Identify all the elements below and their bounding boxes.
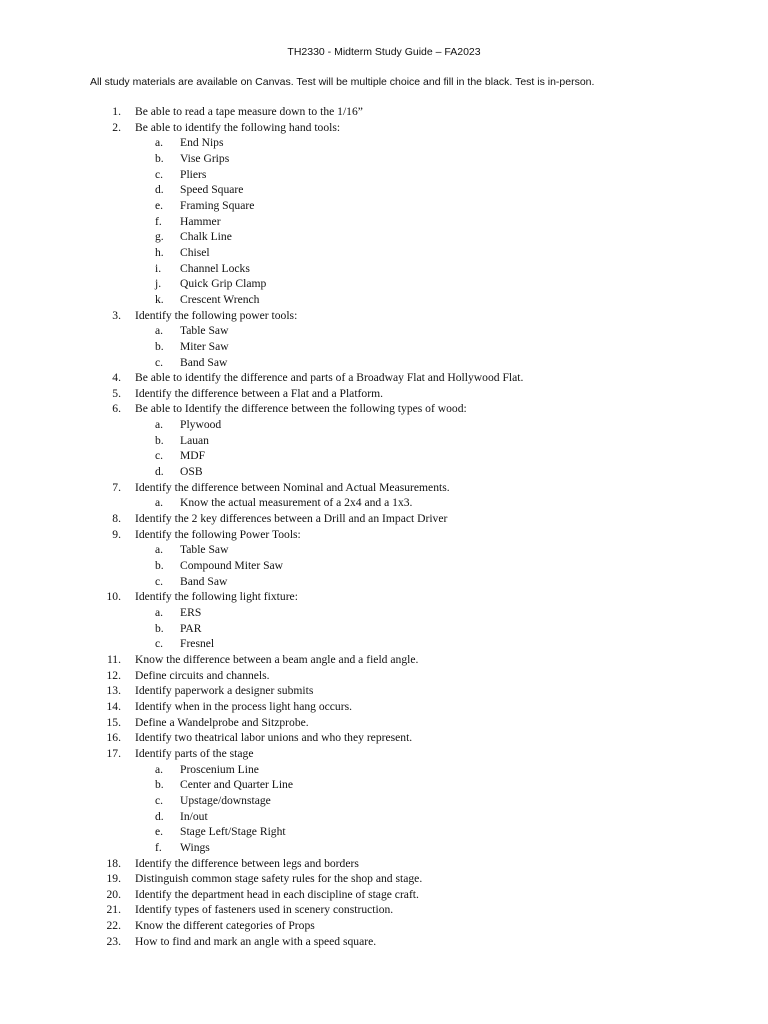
subitem-text: Proscenium Line [180,762,259,776]
subitem-text: Crescent Wrench [180,292,260,306]
subitem-letter: c. [155,167,164,181]
item-number: 1. [112,105,121,118]
subitem-text: ERS [180,606,202,619]
item-text: Be able to Identify the difference between the following types of wood: [135,402,467,416]
subitem-letter: a. [155,606,164,619]
subitem-letter: b. [155,778,164,792]
outline-subitem [0,793,768,809]
subitem-letter: c. [155,449,164,463]
outline-item [0,746,768,762]
item-number: 17. [106,746,121,760]
subitem-text: Quick Grip Clamp [180,277,267,291]
subitem-text: OSB [180,465,203,479]
item-number: 20. [106,887,121,901]
outline-item [0,511,768,527]
item-number: 13. [106,684,121,698]
subitem-letter: a. [155,762,164,776]
item-text: Be able to identify the difference and parts of a Broadway Flat and Hollywood Flat. [135,371,524,385]
study-outline [0,104,768,949]
outline-item [0,902,768,918]
outline-item [0,715,768,731]
subitem-text: Know the actual measurement of a 2x4 and a 1x3. [180,496,413,510]
item-text: Identify the following light fixture: [135,590,298,604]
item-number: 2. [112,120,121,134]
item-text: Identify two theatrical labor unions and who they represent. [135,731,413,745]
outline-subitem [0,495,768,511]
item-text: Identify types of fasteners used in scenery construction. [135,903,394,917]
subitem-text: End Nips [180,136,224,150]
item-text: Identify the following Power Tools: [135,527,301,541]
subitem-letter: a. [155,324,164,338]
outline-subitem [0,417,768,433]
outline-item [0,871,768,887]
outline-subitem [0,621,768,637]
outline-item [0,652,768,668]
subitem-letter: k. [155,292,164,306]
subitem-text: MDF [180,449,206,463]
subitem-letter: c. [155,793,164,807]
outline-subitem [0,339,768,355]
subitem-text: Plywood [180,418,222,432]
outline-subitem [0,605,768,621]
outline-subitem [0,464,768,480]
item-text: Identify the department head in each discipline of stage craft. [135,887,419,901]
outline-item [0,527,768,543]
item-number: 15. [106,715,121,729]
outline-subitem [0,762,768,778]
item-number: 14. [106,699,121,713]
item-number: 22. [106,919,121,933]
outline-subitem [0,636,768,652]
outline-subitem [0,229,768,245]
subitem-letter: c. [155,355,164,369]
subitem-letter: h. [155,245,164,259]
subitem-text: Table Saw [180,324,229,338]
subitem-letter: b. [155,621,164,635]
outline-item [0,683,768,699]
outline-item [0,918,768,934]
outline-subitem [0,824,768,840]
subitem-text: Hammer [180,214,221,228]
outline-item [0,401,768,417]
subitem-text: Band Saw [180,355,228,369]
subitem-letter: b. [155,433,164,447]
outline-item [0,934,768,950]
item-number: 19. [106,872,121,886]
subitem-text: Chalk Line [180,230,232,244]
outline-subitem [0,840,768,856]
outline-item [0,856,768,872]
subitem-letter: f. [155,214,162,228]
outline-subitem [0,574,768,590]
outline-subitem [0,261,768,277]
outline-item [0,104,768,120]
subitem-text: Center and Quarter Line [180,778,293,792]
item-text: Identify parts of the stage [135,746,254,760]
item-number: 23. [106,934,121,948]
item-text: How to find and mark an angle with a speed square. [135,934,377,948]
document-title: TH2330 - Midterm Study Guide – FA2023 [287,46,481,58]
subitem-text: Table Saw [180,543,229,557]
item-text: Identify the following power tools: [135,308,298,322]
subitem-letter: d. [155,465,164,479]
subitem-text: Chisel [180,245,210,259]
outline-item [0,308,768,324]
item-text: Know the difference between a beam angle and a field angle. [135,652,419,666]
outline-item [0,589,768,605]
outline-subitem [0,182,768,198]
subitem-letter: e. [155,825,164,839]
subitem-letter: b. [155,151,164,165]
item-text: Identify when in the process light hang occurs. [135,699,353,713]
subitem-letter: c. [155,574,164,588]
subitem-text: Compound Miter Saw [180,559,284,573]
subitem-text: Wings [180,840,210,854]
subitem-letter: a. [155,418,164,432]
subitem-letter: e. [155,198,164,212]
subitem-text: In/out [180,809,208,823]
subitem-text: Band Saw [180,574,228,588]
subitem-letter: b. [155,559,164,573]
outline-subitem [0,809,768,825]
subitem-letter: j. [155,277,162,291]
item-number: 8. [112,512,121,526]
item-number: 21. [106,903,121,917]
outline-subitem [0,276,768,292]
subitem-text: Channel Locks [180,261,250,275]
subitem-text: PAR [180,621,202,635]
item-text: Identify the difference between Nominal and Actual Measurements. [135,480,450,494]
item-number: 18. [106,856,121,870]
subitem-text: Miter Saw [180,339,229,353]
intro-text: All study materials are available on Canvas. Test will be multiple choice and fill in the black. Test is in-person. [90,76,595,88]
outline-subitem [0,151,768,167]
outline-subitem [0,323,768,339]
item-text: Identify the 2 key differences between a Drill and an Impact Driver [135,512,448,526]
outline-item [0,699,768,715]
item-text: Be able to read a tape measure down to the 1/16” [135,105,363,118]
outline-item [0,480,768,496]
outline-subitem [0,448,768,464]
subitem-text: Framing Square [180,198,255,212]
item-text: Define a Wandelprobe and Sitzprobe. [135,715,309,729]
outline-subitem [0,558,768,574]
outline-subitem [0,292,768,308]
item-number: 6. [112,402,121,416]
item-text: Identify paperwork a designer submits [135,684,314,698]
outline-subitem [0,542,768,558]
item-number: 7. [112,480,121,494]
subitem-text: Fresnel [180,637,215,651]
subitem-letter: a. [155,136,164,150]
item-number: 3. [112,308,121,322]
subitem-text: Vise Grips [180,151,230,165]
outline-item [0,730,768,746]
item-number: 5. [112,386,121,400]
item-text: Define circuits and channels. [135,668,270,682]
subitem-letter: f. [155,840,162,854]
subitem-letter: b. [155,339,164,353]
item-number: 12. [106,668,121,682]
item-number: 16. [106,731,121,745]
outline-item [0,887,768,903]
subitem-text: Pliers [180,167,207,181]
subitem-letter: a. [155,496,164,510]
subitem-letter: c. [155,637,164,651]
subitem-letter: g. [155,230,164,244]
subitem-text: Stage Left/Stage Right [180,825,286,839]
item-text: Be able to identify the following hand tools: [135,120,341,134]
outline-item [0,386,768,402]
item-number: 10. [106,590,121,604]
item-text: Distinguish common stage safety rules for the shop and stage. [135,872,423,886]
subitem-text: Upstage/downstage [180,793,271,807]
outline-subitem [0,167,768,183]
outline-subitem [0,135,768,151]
outline-item [0,668,768,684]
subitem-letter: a. [155,543,164,557]
item-number: 4. [112,371,121,385]
item-text: Know the different categories of Props [135,919,315,933]
outline-subitem [0,245,768,261]
subitem-letter: i. [155,261,162,275]
outline-subitem [0,214,768,230]
item-text: Identify the difference between legs and borders [135,856,359,870]
subitem-letter: d. [155,809,164,823]
outline-subitem [0,355,768,371]
outline-subitem [0,198,768,214]
item-number: 11. [106,652,121,666]
subitem-letter: d. [155,183,164,197]
item-number: 9. [112,527,121,541]
item-text: Identify the difference between a Flat and a Platform. [135,386,383,400]
outline-subitem [0,777,768,793]
subitem-text: Lauan [180,433,209,447]
subitem-text: Speed Square [180,183,244,197]
outline-item [0,370,768,386]
outline-item [0,120,768,136]
outline-subitem [0,433,768,449]
